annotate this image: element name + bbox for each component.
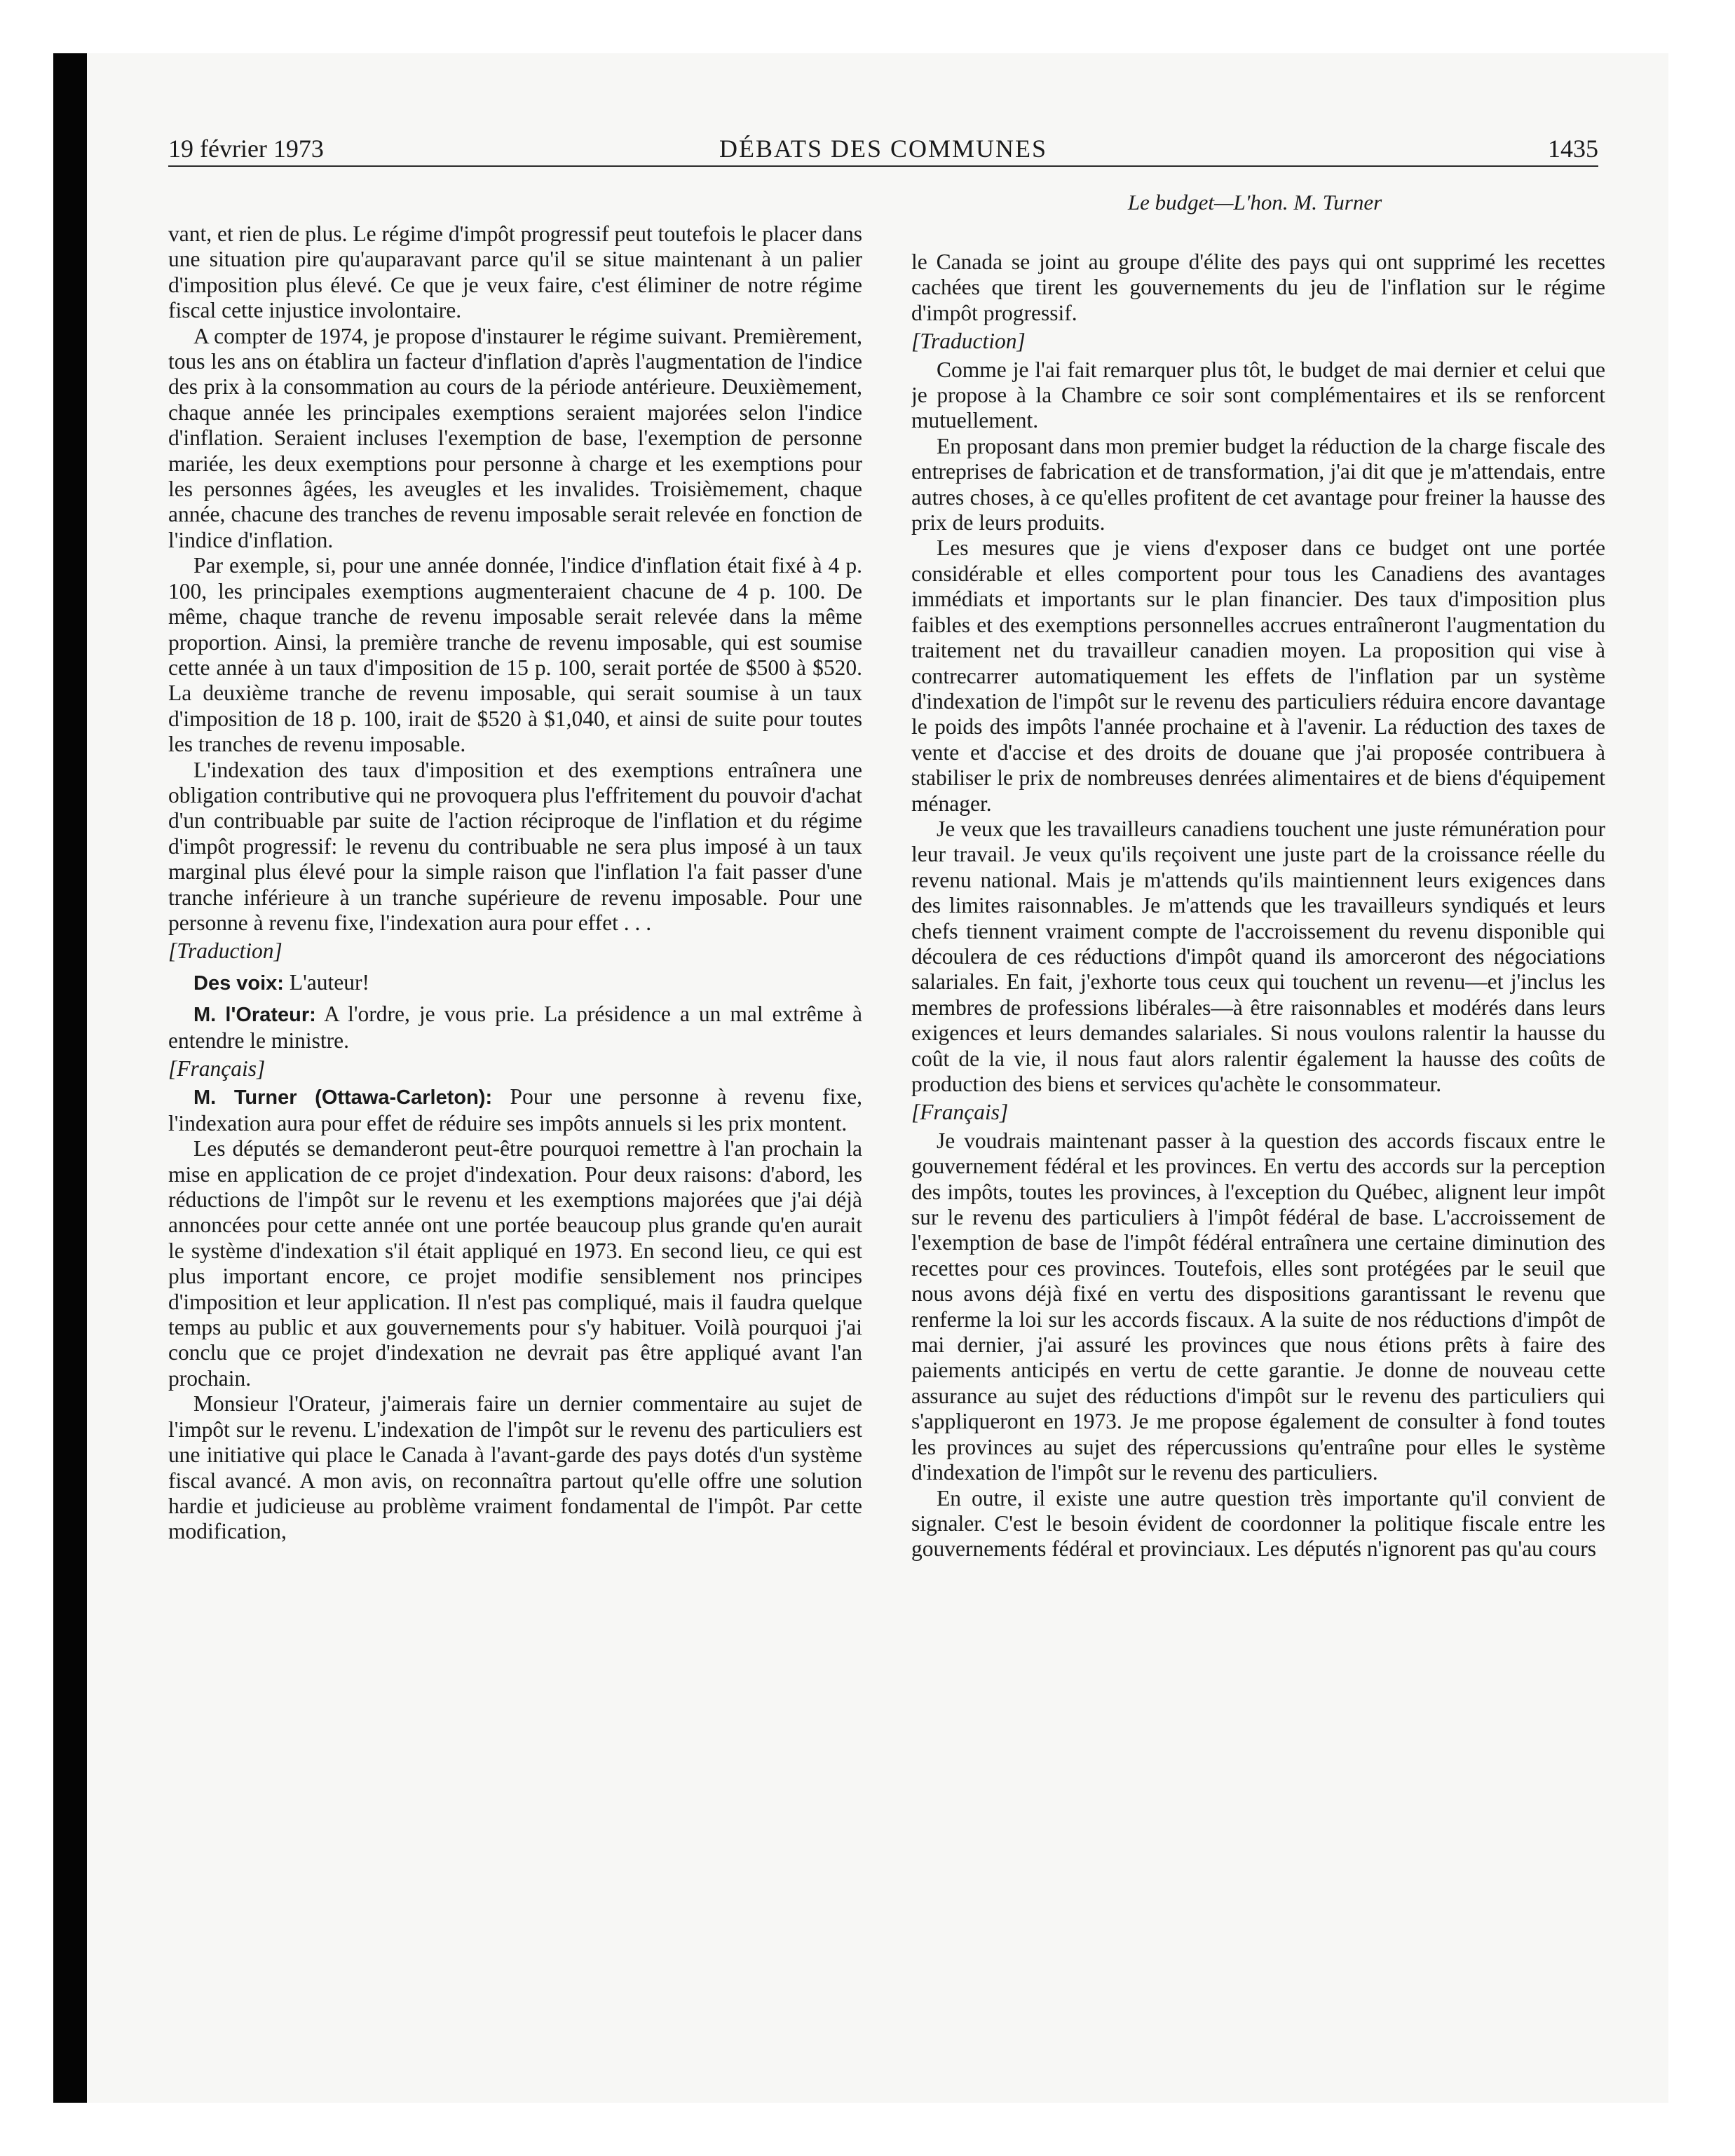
- speech-text: Pour une personne à revenu fixe, l'indexation aura pour effet de réduire ses impôts annuels si les prix montent.: [168, 1084, 862, 1135]
- language-marker: [Traduction]: [911, 329, 1026, 354]
- speaker-paragraph: [168, 1084, 862, 1136]
- paragraph: En proposant dans mon premier budget la réduction de la charge fiscale des entreprises de fabrication et de transformation, j'ai dit que je m'attendais, entre autres choses, à ce qu'elles profitent de cet avantage pour freiner la hausse des prix de leurs produits.: [911, 433, 1605, 535]
- paragraph: L'indexation des taux d'imposition et des exemptions entraînera une obligation contributive qui ne provoquera plus l'effritement du pouvoir d'achat d'un contribuable par suite de l'action réciproque de l'inflation et du régime d'impôt progressif: le revenu du contribuable ne sera plus imposé à un taux marginal plus élevé pour la simple raison que l'inflation l'a fait passer d'une tranche inférieure à un tranche supérieure de revenu imposable. Pour une personne à revenu fixe, l'indexation aura pour effet . . .: [168, 757, 862, 935]
- page-header: [168, 132, 1598, 167]
- right-column: [911, 221, 1605, 1988]
- language-marker: [Français]: [168, 1056, 266, 1081]
- speaker-paragraph: [168, 970, 862, 996]
- header-page-number: 1435: [1548, 135, 1598, 163]
- paragraph: Je voudrais maintenant passer à la question des accords fiscaux entre le gouvernement fédéral et les provinces. En vertu des accords sur la perception des impôts, toutes les provinces, à l'exception du Québec, alignent leur impôt sur le revenu des particuliers à l'impôt fédéral de base. L'accroissement de l'exemption de base de l'impôt fédéral entraînera une certaine diminution des recettes pour ces provinces. Toutefois, elles sont protégées par le seuil que nous avons déjà fixé en vertu des dispositions garantissant le revenu que renferme la loi sur les accords fiscaux. A la suite de nos réductions d'impôt de mai dernier, j'ai assuré les provinces que nous étions prêts à faire des paiements anticipés en vertu de cette garantie. Je donne de nouveau cette assurance au sujet des réductions d'impôt sur le revenu des particuliers qui s'appliqueront en 1973. Je me propose également de consulter à fond toutes les provinces au sujet des répercussions qu'entraîne pour elles le système d'indexation de l'impôt sur le revenu des particuliers.: [911, 1128, 1605, 1485]
- paragraph: Monsieur l'Orateur, j'aimerais faire un dernier commentaire au sujet de l'impôt sur le revenu. L'indexation de l'impôt sur le revenu des particuliers est une initiative qui place le Canada à l'avant-garde des pays dotés d'un système fiscal avancé. A mon avis, on reconnaîtra partout qu'elle offre une solution hardie et judicieuse au problème vraiment fondamental de l'impôt. Par cette modification,: [168, 1391, 862, 1544]
- header-journal-title: DÉBATS DES COMMUNES: [719, 135, 1048, 163]
- language-marker: [Traduction]: [168, 939, 283, 964]
- paragraph: Les députés se demanderont peut-être pourquoi remettre à l'an prochain la mise en application de ce projet d'indexation. Pour deux raisons: d'abord, les réductions de l'impôt sur le revenu et les exemptions majorées que j'ai déjà annoncées pour cette année ont une portée beaucoup plus grande qu'en aurait le système d'indexation s'il était appliqué en 1973. En second lieu, ce qui est plus important encore, ce projet modifie sensiblement nos principes d'imposition et leur application. Il n'est pas compliqué, mais il faudra quelque temps au public et aux gouvernements pour s'y habituer. Voilà pourquoi j'ai conclu que ce projet d'indexation ne devrait pas être appliqué avant l'an prochain.: [168, 1136, 862, 1391]
- paragraph: Les mesures que je viens d'exposer dans ce budget ont une portée considérable et elles comportent pour tous les Canadiens des avantages immédiats et importants sur le plan financier. Des taux d'imposition plus faibles et des exemptions personnelles accrues entraîneront l'augmentation du traitement net du travailleur canadien moyen. La proposition qui vise à contrecarrer automatiquement les effets de l'inflation par un système d'indexation de l'impôt sur le revenu des particuliers réduira encore davantage le poids des impôts l'année prochaine et à l'avenir. La réduction des taxes de vente et d'accise et des droits de douane que j'ai proposée contribuera à stabiliser le prix de nombreuses denrées alimentaires et de biens d'équipement ménager.: [911, 535, 1605, 816]
- paragraph: Comme je l'ai fait remarquer plus tôt, le budget de mai dernier et celui que je propose à la Chambre ce soir sont complémentaires et ils se renforcent mutuellement.: [911, 357, 1605, 433]
- paragraph: Par exemple, si, pour une année donnée, l'indice d'inflation était fixé à 4 p. 100, les principales exemptions augmenteraient chacune de 4 p. 100. De même, chaque tranche de revenu imposable serait relevée dans la même proportion. Ainsi, la première tranche de revenu imposable, qui est soumise cette année à un taux d'imposition de 15 p. 100, serait portée de $500 à $520. La deuxième tranche de revenu imposable, qui serait soumise à un taux d'imposition de 18 p. 100, irait de $520 à $1,040, et ainsi de suite pour toutes les tranches de revenu imposable.: [168, 553, 862, 757]
- paragraph: le Canada se joint au groupe d'élite des pays qui ont supprimé les recettes cachées que tirent les gouvernements du jeu de l'inflation sur le régime d'impôt progressif.: [911, 250, 1605, 325]
- speaker-name: Des voix:: [193, 971, 284, 995]
- speaker-name: M. l'Orateur:: [193, 1004, 316, 1027]
- speaker-paragraph: [168, 1002, 862, 1053]
- left-column: [168, 221, 862, 1988]
- paragraph: Je veux que les travailleurs canadiens touchent une juste rémunération pour leur travail. Je veux qu'ils reçoivent une juste part de la croissance réelle du revenu national. Mais je m'attends qu'ils maintiennent leurs exigences dans des limites raisonnables. Je m'attends que les travailleurs syndiqués et leurs chefs tiennent vraiment compte de l'accroissement du revenu disponible qui découlera de ces réductions d'impôt quand ils amorceront des négociations salariales. En fait, j'exhorte tous ceux qui touchent un revenu—et j'inclus les membres de professions libérales—à être raisonnables et modérés dans leurs exigences et leurs demandes salariales. Si nous voulons ralentir la hausse du coût de la vie, il nous faut alors ralentir également la hausse des coûts de production des biens et services qu'achète le consommateur.: [911, 816, 1605, 1096]
- paragraph: En outre, il existe une autre question très importante qu'il convient de signaler. C'est le besoin évident de coordonner la politique fiscale entre les gouvernements fédéral et provinciaux. Les députés n'ignorent pas qu'au cours: [911, 1485, 1605, 1562]
- header-date: 19 février 1973: [168, 135, 324, 163]
- paragraph: vant, et rien de plus. Le régime d'impôt progressif peut toutefois le placer dans une situation pire qu'auparavant parce qu'il se situe maintenant à un palier d'imposition plus élevé. Ce que je veux faire, c'est éliminer de notre régime fiscal cette injustice involontaire.: [168, 221, 862, 323]
- speech-text: A l'ordre, je vous prie. La présidence a un mal extrême à entendre le ministre.: [168, 1002, 862, 1053]
- language-marker: [Français]: [911, 1100, 1009, 1125]
- paragraph: A compter de 1974, je propose d'instaurer le régime suivant. Premièrement, tous les ans on établira un facteur d'inflation d'après l'augmentation de l'indice des prix à la consommation au cours de la période antérieure. Deuxièmement, chaque année les principales exemptions seraient majorées selon l'indice d'inflation. Seraient incluses l'exemption de base, l'exemption de personne mariée, les deux exemptions pour personne à charge et les exemptions pour les personnes âgées, les aveugles et les invalides. Troisièmement, chaque année, chacune des tranches de revenu imposable serait relevée en fonction de l'indice d'inflation.: [168, 323, 862, 552]
- speaker-name: M. Turner (Ottawa-Carleton):: [193, 1086, 493, 1110]
- speech-text: L'auteur!: [283, 969, 369, 995]
- running-title: Le budget—L'hon. M. Turner: [1127, 190, 1382, 214]
